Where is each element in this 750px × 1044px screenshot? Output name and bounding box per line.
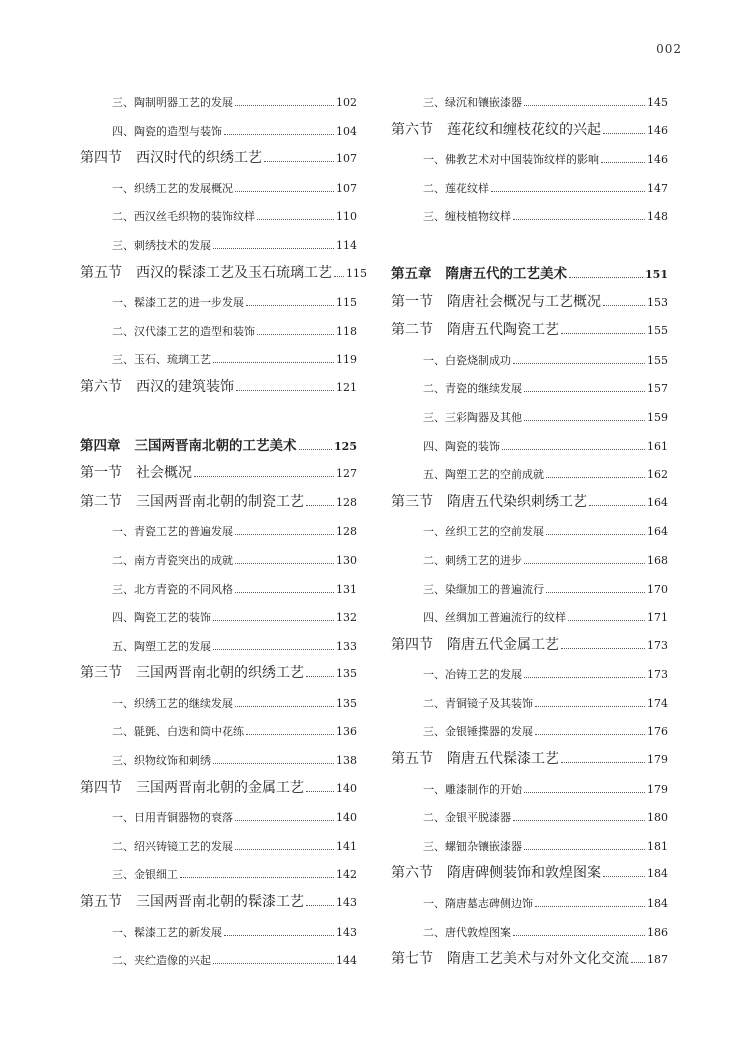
toc-item-title: 二、金银平脱漆器 <box>423 811 511 825</box>
toc-item-title: 一、佛教艺术对中国装饰纹样的影响 <box>423 153 599 167</box>
toc-section-title: 隋唐碑侧装饰和敦煌图案 <box>447 865 601 882</box>
toc-section-number: 第四节 <box>391 636 433 653</box>
toc-section-entry[interactable] <box>391 489 668 518</box>
toc-section-entry[interactable] <box>391 117 668 146</box>
toc-section-title: 三国两晋南北朝的织绣工艺 <box>136 665 304 682</box>
toc-item-title: 三、织物纹饰和刺绣 <box>112 754 211 768</box>
dot-leader <box>546 592 645 593</box>
toc-item-entry[interactable] <box>80 345 357 374</box>
toc-page-number: 114 <box>336 238 357 252</box>
toc-page-number: 179 <box>647 782 668 796</box>
toc-page-number: 144 <box>336 954 357 968</box>
toc-section-number: 第四节 <box>80 779 122 796</box>
dot-leader <box>235 191 334 192</box>
toc-section-title: 三国两晋南北朝的金属工艺 <box>136 779 304 796</box>
toc-item-entry[interactable] <box>80 803 357 832</box>
toc-item-entry[interactable] <box>391 460 668 489</box>
toc-item-title: 一、织绣工艺的发展概况 <box>112 181 233 195</box>
toc-page-number: 181 <box>647 839 668 853</box>
toc-page-number: 138 <box>336 754 357 768</box>
chapter-spacer <box>80 403 357 432</box>
toc-item-title: 三、金银锤揲器的发展 <box>423 725 533 739</box>
toc-section-title: 莲花纹和缠枝花纹的兴起 <box>447 121 601 138</box>
toc-item-entry[interactable] <box>391 660 668 689</box>
toc-item-title: 一、白瓷烧制成功 <box>423 353 511 367</box>
dot-leader <box>524 792 645 793</box>
toc-column-right <box>391 88 668 975</box>
dot-leader <box>601 162 645 163</box>
chapter-spacer <box>391 231 668 260</box>
toc-item-title: 三、陶制明器工艺的发展 <box>112 96 233 109</box>
dot-leader <box>535 906 645 907</box>
dot-leader <box>306 676 334 677</box>
dot-leader <box>235 820 334 821</box>
toc-chapter-entry[interactable] <box>80 432 357 461</box>
toc-item-entry[interactable] <box>391 803 668 832</box>
toc-item-entry[interactable] <box>391 346 668 375</box>
toc-item-title: 三、玉石、琉璃工艺 <box>112 353 211 367</box>
toc-item-title: 四、陶瓷的造型与装饰 <box>112 124 222 138</box>
toc-page-number: 176 <box>647 725 668 739</box>
toc-section-title: 隋唐工艺美术与对外文化交流 <box>447 951 629 968</box>
dot-leader <box>524 391 645 392</box>
dot-leader <box>194 476 334 477</box>
toc-page-number: 155 <box>647 353 668 367</box>
toc-item-entry[interactable] <box>80 632 357 661</box>
dot-leader <box>513 820 645 821</box>
toc-section-entry[interactable] <box>80 374 357 403</box>
dot-leader <box>236 390 334 391</box>
dot-leader <box>561 648 645 649</box>
toc-section-number: 第一节 <box>80 465 122 482</box>
toc-section-number: 第五节 <box>80 264 122 281</box>
toc-item-title: 二、西汉丝毛织物的装饰纹样 <box>112 210 255 224</box>
toc-page-number: 187 <box>647 953 668 967</box>
toc-item-entry[interactable] <box>391 517 668 546</box>
toc-section-number: 第五节 <box>391 751 433 768</box>
toc-item-entry[interactable] <box>80 946 357 975</box>
toc-page-number: 159 <box>647 410 668 424</box>
toc-page-number: 110 <box>336 210 357 224</box>
toc-page-number: 107 <box>336 181 357 195</box>
toc-item-entry[interactable] <box>80 832 357 861</box>
toc-section-entry[interactable] <box>80 889 357 918</box>
toc-section-entry[interactable] <box>391 946 668 975</box>
toc-page-number: 115 <box>336 296 357 310</box>
toc-section-title: 隋唐五代金属工艺 <box>447 636 559 653</box>
toc-section-number: 第六节 <box>391 865 433 882</box>
toc-item-title: 三、刺绣技术的发展 <box>112 238 211 252</box>
toc-item-title: 四、陶瓷工艺的装饰 <box>112 611 211 625</box>
toc-section-number: 第一节 <box>391 293 433 310</box>
toc-chapter-title: 隋唐五代的工艺美术 <box>445 265 567 282</box>
toc-section-entry[interactable] <box>391 860 668 889</box>
toc-page-number: 141 <box>336 839 357 853</box>
toc-page-number: 104 <box>336 124 357 138</box>
toc-item-title: 四、丝绸加工普遍流行的纹样 <box>423 611 566 625</box>
toc-item-title: 二、南方青瓷突出的成就 <box>112 553 233 567</box>
toc-section-entry[interactable] <box>80 489 357 518</box>
toc-section-title: 隋唐五代染织刺绣工艺 <box>447 493 587 510</box>
toc-page-number: 179 <box>647 753 668 767</box>
dot-leader <box>213 649 334 650</box>
toc-item-title: 二、夹纻造像的兴起 <box>112 954 211 968</box>
dot-leader <box>524 105 645 106</box>
toc-section-title: 西汉的髹漆工艺及玉石琉璃工艺 <box>136 264 332 281</box>
toc-page-number: 146 <box>647 153 668 167</box>
toc-column-left <box>80 88 367 975</box>
toc-page-number: 180 <box>647 811 668 825</box>
toc-page-number: 132 <box>336 611 357 625</box>
toc-item-title: 五、陶塑工艺的空前成就 <box>423 468 544 482</box>
toc-item-entry[interactable] <box>391 403 668 432</box>
page-number: 002 <box>656 42 682 56</box>
toc-item-title: 一、丝织工艺的空前发展 <box>423 525 544 539</box>
dot-leader <box>224 935 334 936</box>
toc-page-number: 107 <box>336 152 357 166</box>
toc-chapter-number: 第五章 <box>391 265 432 282</box>
dot-leader <box>224 134 334 135</box>
toc-page-number: 143 <box>336 896 357 910</box>
toc-item-entry[interactable] <box>391 603 668 632</box>
toc-item-title: 一、髹漆工艺的新发展 <box>112 925 222 939</box>
toc-item-title: 一、织绣工艺的继续发展 <box>112 696 233 710</box>
dot-leader <box>524 420 645 421</box>
dot-leader <box>246 734 334 735</box>
toc-page-number: 119 <box>336 353 357 367</box>
toc-item-entry[interactable] <box>391 775 668 804</box>
toc-section-title: 隋唐五代陶瓷工艺 <box>447 322 559 339</box>
toc-item-entry[interactable] <box>391 202 668 231</box>
dot-leader <box>513 219 645 220</box>
toc-item-entry[interactable] <box>391 889 668 918</box>
toc-section-title: 三国两晋南北朝的制瓷工艺 <box>136 493 304 510</box>
dot-leader <box>513 935 645 936</box>
toc-item-title: 一、雕漆制作的开始 <box>423 782 522 796</box>
toc-item-entry[interactable] <box>391 918 668 947</box>
dot-leader <box>235 563 334 564</box>
toc-item-entry[interactable] <box>80 317 357 346</box>
dot-leader <box>568 620 645 621</box>
toc-item-entry[interactable] <box>80 689 357 718</box>
toc-item-title: 二、刺绣工艺的进步 <box>423 553 522 567</box>
toc-section-entry[interactable] <box>391 289 668 318</box>
dot-leader <box>213 248 334 249</box>
toc-item-entry[interactable] <box>391 546 668 575</box>
dot-leader <box>213 763 334 764</box>
toc-section-number: 第六节 <box>391 121 433 138</box>
toc-section-entry[interactable] <box>80 775 357 804</box>
dot-leader <box>524 677 645 678</box>
toc-item-entry[interactable] <box>391 88 668 117</box>
toc-item-title: 一、青瓷工艺的普遍发展 <box>112 525 233 539</box>
dot-leader <box>502 449 645 450</box>
toc-page-number: 151 <box>645 267 668 281</box>
toc-item-title: 四、陶瓷的装饰 <box>423 439 500 453</box>
toc-page-number: 171 <box>647 611 668 625</box>
toc-page-number: 121 <box>336 380 357 394</box>
dot-leader <box>235 592 334 593</box>
toc-section-entry[interactable] <box>80 660 357 689</box>
toc-item-entry[interactable] <box>391 575 668 604</box>
toc-page-number: 164 <box>647 525 668 539</box>
dot-leader <box>524 563 645 564</box>
toc-item-entry[interactable] <box>391 145 668 174</box>
toc-page-number: 102 <box>336 96 357 109</box>
dot-leader <box>306 505 334 506</box>
toc-section-entry[interactable] <box>391 746 668 775</box>
toc-item-title: 三、染缬加工的普遍流行 <box>423 582 544 596</box>
toc-chapter-title: 三国两晋南北朝的工艺美术 <box>134 437 297 454</box>
toc-page-number: 162 <box>647 468 668 482</box>
toc-item-entry[interactable] <box>80 202 357 231</box>
toc-page-number: 135 <box>336 696 357 710</box>
toc-page-number: 155 <box>647 324 668 338</box>
toc-item-entry[interactable] <box>391 374 668 403</box>
toc-page-number: 153 <box>647 295 668 309</box>
dot-leader <box>561 333 645 334</box>
toc-section-number: 第四节 <box>80 150 122 167</box>
dot-leader <box>235 534 334 535</box>
toc-item-entry[interactable] <box>80 575 357 604</box>
dot-leader <box>513 363 645 364</box>
toc-page-number: 147 <box>647 181 668 195</box>
toc-item-entry[interactable] <box>391 717 668 746</box>
toc-item-title: 二、青铜镜子及其装饰 <box>423 696 533 710</box>
toc-page-number: 128 <box>336 495 357 509</box>
toc-page-number: 146 <box>647 123 668 137</box>
toc-page-number: 128 <box>336 525 357 539</box>
dot-leader <box>306 791 334 792</box>
toc-item-entry[interactable] <box>80 746 357 775</box>
dot-leader <box>235 706 334 707</box>
dot-leader <box>246 305 334 306</box>
dot-leader <box>306 905 334 906</box>
toc-item-entry[interactable] <box>80 603 357 632</box>
dot-leader <box>631 962 645 963</box>
toc-item-title: 一、隋唐墓志碑侧边饰 <box>423 897 533 911</box>
toc-section-number: 第三节 <box>391 493 433 510</box>
toc-page-number: 130 <box>336 553 357 567</box>
toc-item-entry[interactable] <box>391 432 668 461</box>
dot-leader <box>603 133 645 134</box>
toc-page-number: 135 <box>336 667 357 681</box>
toc-item-title: 一、髹漆工艺的进一步发展 <box>112 296 244 310</box>
toc-item-title: 三、螺钿杂镶嵌漆器 <box>423 839 522 853</box>
toc-item-entry[interactable] <box>80 717 357 746</box>
toc-item-entry[interactable] <box>80 117 357 146</box>
toc-page-number: 115 <box>346 266 367 280</box>
toc-section-title: 西汉的建筑装饰 <box>136 378 234 395</box>
toc-page-number: 145 <box>647 96 668 109</box>
toc-item-title: 三、绿沉和镶嵌漆器 <box>423 96 522 109</box>
toc-item-title: 一、冶铸工艺的发展 <box>423 668 522 682</box>
toc-page-number: 173 <box>647 668 668 682</box>
toc-item-entry[interactable] <box>80 546 357 575</box>
toc-page-number: 148 <box>647 210 668 224</box>
toc-section-title: 社会概况 <box>136 465 192 482</box>
toc-section-entry[interactable] <box>80 260 367 289</box>
toc-section-entry[interactable] <box>80 145 357 174</box>
dot-leader <box>213 362 334 363</box>
toc-item-title: 三、三彩陶器及其他 <box>423 410 522 424</box>
toc-section-number: 第七节 <box>391 951 433 968</box>
toc-section-number: 第五节 <box>80 894 122 911</box>
toc-page-number: 140 <box>336 781 357 795</box>
toc-page-number: 164 <box>647 495 668 509</box>
toc-section-title: 隋唐社会概况与工艺概况 <box>447 293 601 310</box>
toc-page-number: 168 <box>647 553 668 567</box>
toc-item-title: 二、唐代敦煌图案 <box>423 925 511 939</box>
toc-section-entry[interactable] <box>391 632 668 661</box>
toc-page-number: 118 <box>336 324 357 338</box>
dot-leader <box>257 334 334 335</box>
toc-item-title: 二、绍兴铸镜工艺的发展 <box>112 839 233 853</box>
toc-chapter-entry[interactable] <box>391 260 668 289</box>
toc-page-number: 184 <box>647 867 668 881</box>
dot-leader <box>535 734 645 735</box>
toc-item-title: 二、毾㲪、白迭和筒中花练 <box>112 725 244 739</box>
toc-item-title: 一、日用青铜器物的衰落 <box>112 811 233 825</box>
toc-item-title: 二、汉代漆工艺的造型和装饰 <box>112 324 255 338</box>
dot-leader <box>535 706 645 707</box>
toc-item-title: 五、陶塑工艺的发展 <box>112 639 211 653</box>
toc-section-number: 第六节 <box>80 378 122 395</box>
dot-leader <box>546 534 645 535</box>
toc-section-number: 第二节 <box>80 493 122 510</box>
dot-leader <box>213 963 334 964</box>
toc-page-number: 127 <box>336 467 357 481</box>
toc-item-entry[interactable] <box>391 174 668 203</box>
toc-page-number: 170 <box>647 582 668 596</box>
toc-page-number: 140 <box>336 811 357 825</box>
toc-item-title: 二、青瓷的继续发展 <box>423 382 522 396</box>
toc-page-number: 143 <box>336 925 357 939</box>
toc-page-number: 142 <box>336 868 357 882</box>
dot-leader <box>603 876 645 877</box>
toc-item-entry[interactable] <box>80 860 357 889</box>
toc-item-entry[interactable] <box>80 517 357 546</box>
toc-section-title: 隋唐五代髹漆工艺 <box>447 751 559 768</box>
toc-page-number: 125 <box>334 439 357 453</box>
dot-leader <box>235 105 334 106</box>
toc-item-entry[interactable] <box>80 231 357 260</box>
dot-leader <box>235 849 334 850</box>
toc-item-entry[interactable] <box>80 918 357 947</box>
dot-leader <box>491 191 645 192</box>
dot-leader <box>180 877 334 878</box>
toc-page-number: 173 <box>647 638 668 652</box>
toc-page-number: 157 <box>647 382 668 396</box>
toc-item-title: 三、北方青瓷的不同风格 <box>112 582 233 596</box>
dot-leader <box>257 219 334 220</box>
toc-item-entry[interactable] <box>391 689 668 718</box>
toc-section-number: 第二节 <box>391 322 433 339</box>
toc-item-entry[interactable] <box>391 832 668 861</box>
dot-leader <box>213 620 334 621</box>
dot-leader <box>603 305 645 306</box>
toc-page-number: 133 <box>336 639 357 653</box>
toc-page-number: 174 <box>647 696 668 710</box>
toc-chapter-number: 第四章 <box>80 437 121 454</box>
dot-leader <box>569 277 643 278</box>
toc-section-title: 三国两晋南北朝的髹漆工艺 <box>136 894 304 911</box>
toc-item-entry[interactable] <box>80 88 357 117</box>
dot-leader <box>264 161 334 162</box>
toc-item-title: 三、缠枝植物纹样 <box>423 210 511 224</box>
toc-item-entry[interactable] <box>80 288 357 317</box>
dot-leader <box>299 449 333 450</box>
dot-leader <box>334 276 344 277</box>
toc-page-number: 186 <box>647 925 668 939</box>
toc-section-title: 西汉时代的织绣工艺 <box>136 150 262 167</box>
toc-section-number: 第三节 <box>80 665 122 682</box>
toc-item-entry[interactable] <box>80 174 357 203</box>
toc-page-number: 184 <box>647 897 668 911</box>
dot-leader <box>524 849 645 850</box>
toc-page-number: 136 <box>336 725 357 739</box>
dot-leader <box>561 762 645 763</box>
dot-leader <box>589 505 645 506</box>
toc-section-entry[interactable] <box>391 317 668 346</box>
toc-item-title: 三、金银细工 <box>112 868 178 882</box>
dot-leader <box>546 477 645 478</box>
toc-page-number: 161 <box>647 439 668 453</box>
toc-page-number: 131 <box>336 582 357 596</box>
toc-section-entry[interactable] <box>80 460 357 489</box>
toc-item-title: 二、莲花纹样 <box>423 181 489 195</box>
